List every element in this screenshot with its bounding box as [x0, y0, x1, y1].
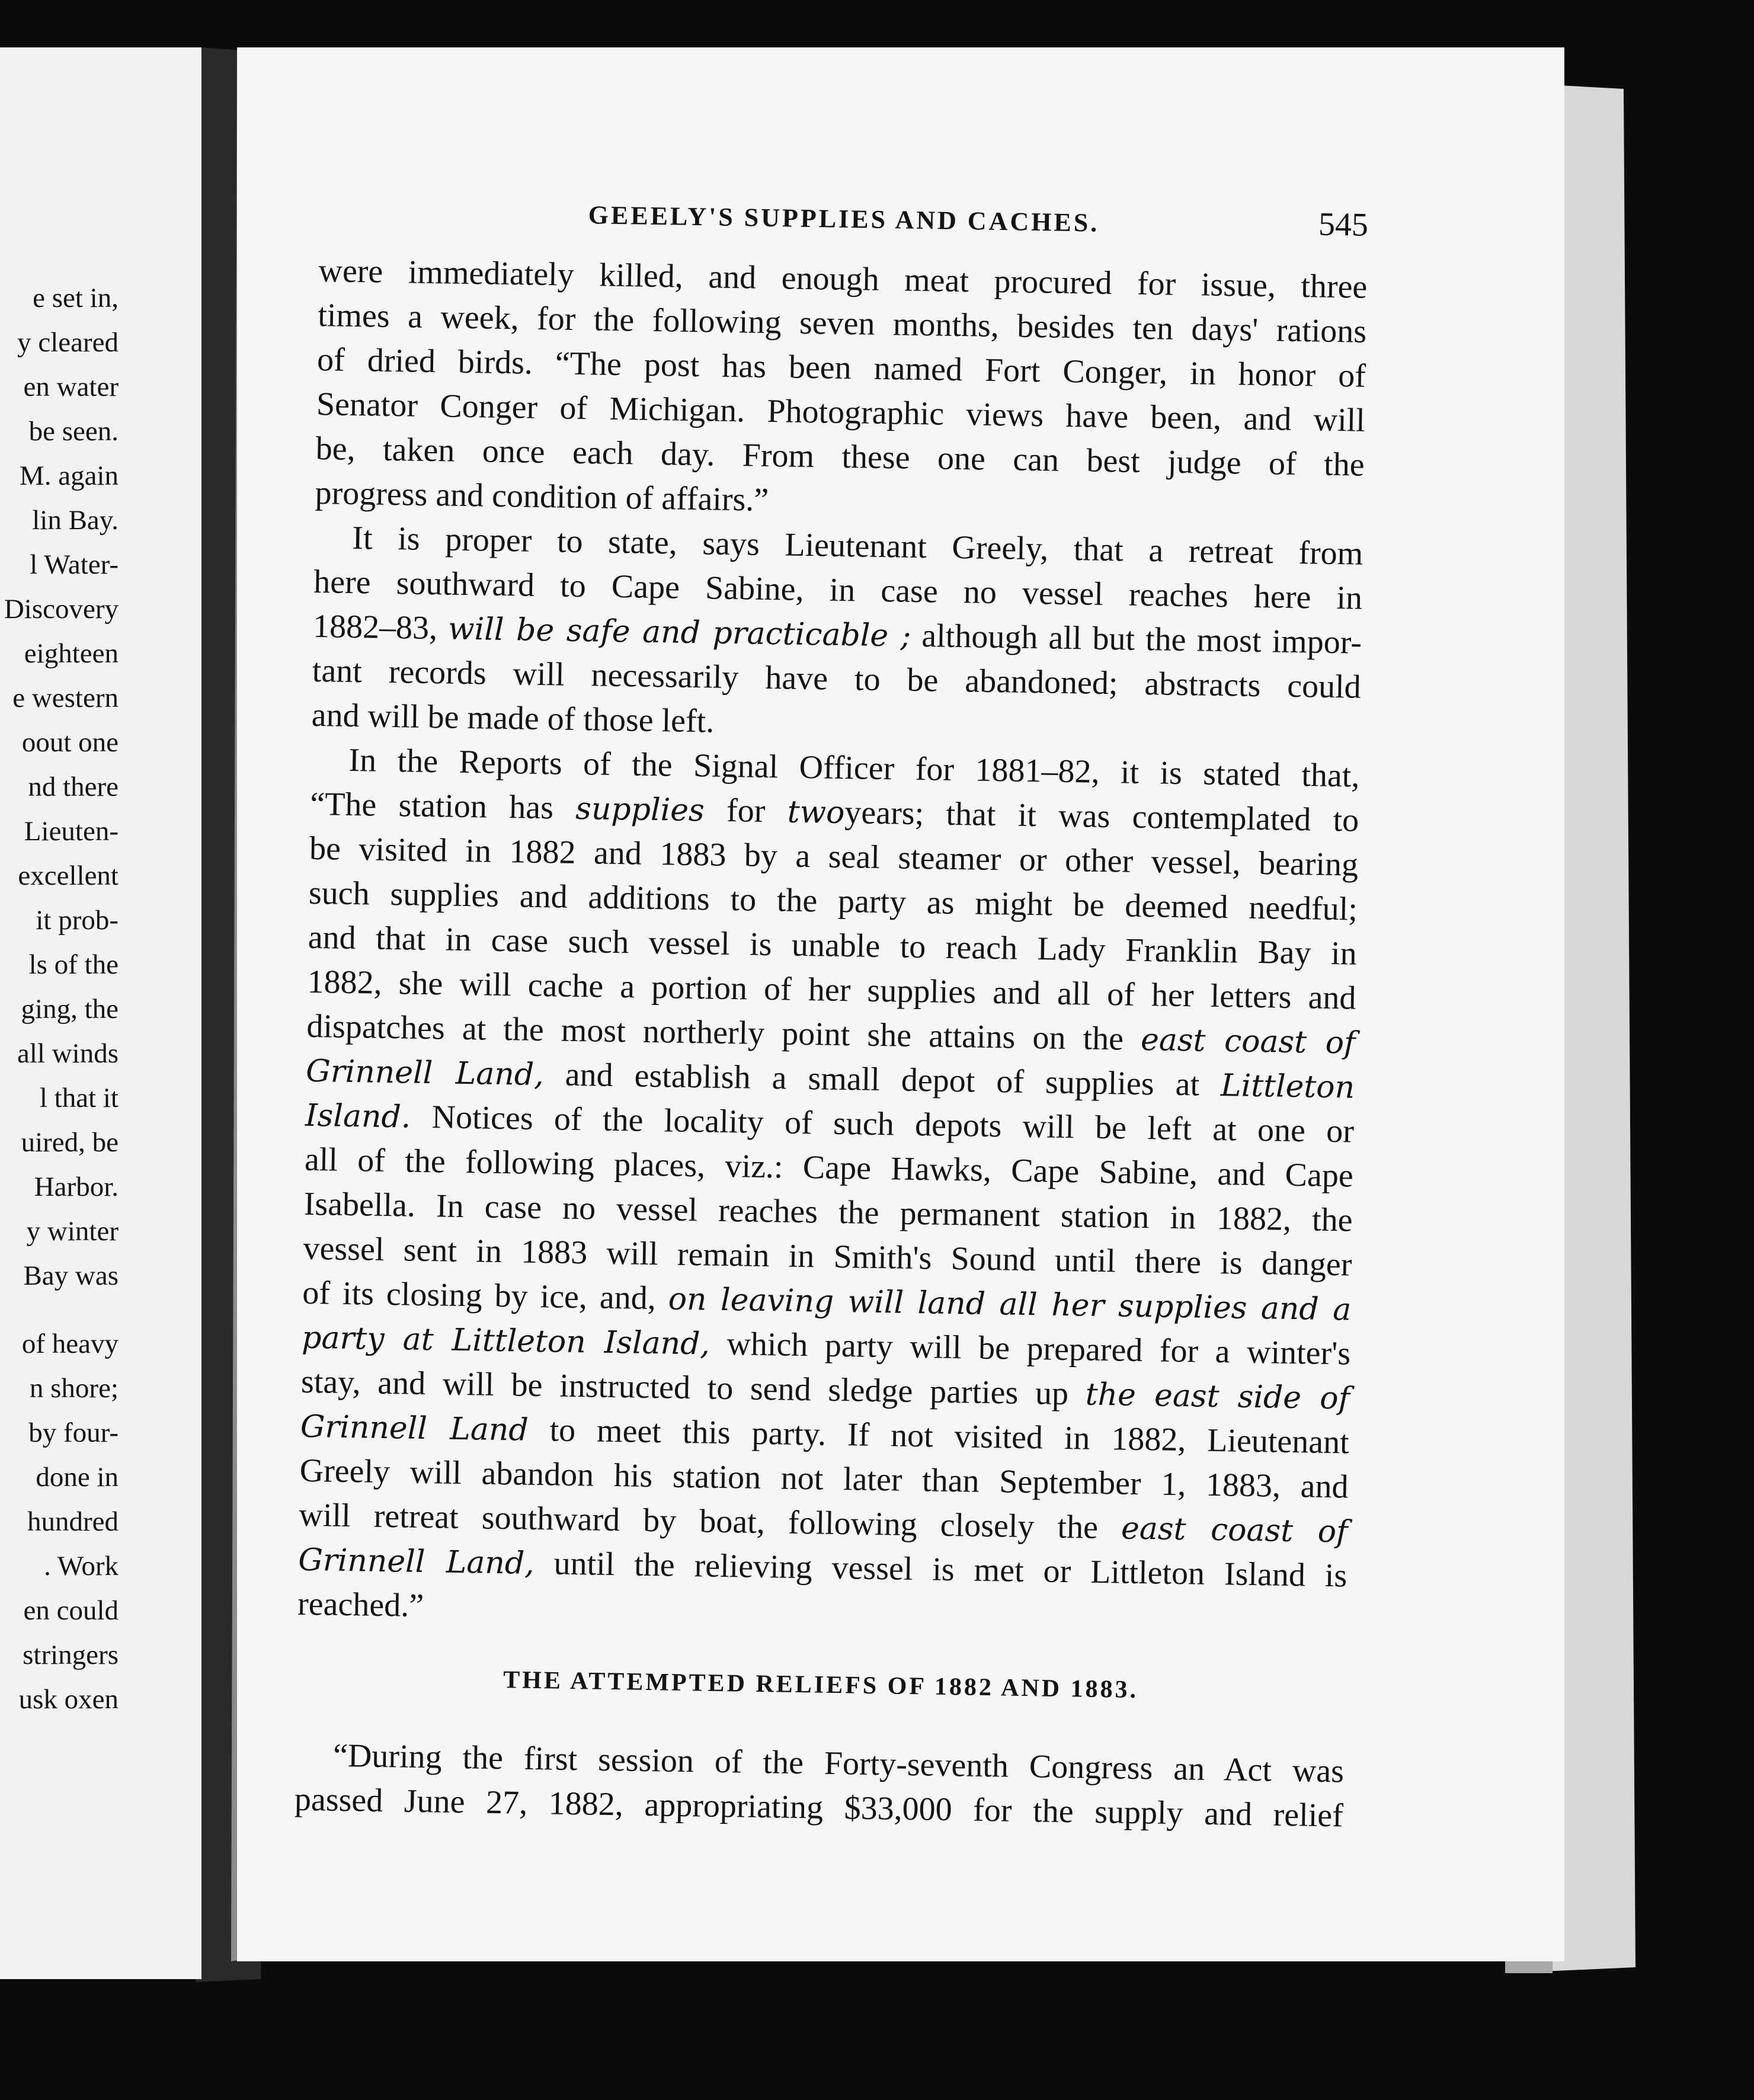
text-line: dispatches at the most northerly point she attains on the east coast of — [306, 1007, 1356, 1061]
facing-page-line: M. again — [19, 460, 119, 491]
facing-page-line: uired, be — [21, 1127, 119, 1158]
facing-page-line: Bay was — [23, 1260, 119, 1291]
text-line: here southward to Cape Sabine, in case no vessel reaches here in — [313, 563, 1363, 617]
facing-page-line: be seen. — [28, 416, 119, 447]
text-line: reached.” — [297, 1585, 424, 1625]
facing-page-line: n shore; — [29, 1373, 119, 1404]
text-line: 1882, she will cache a portion of her supplies and all of her letters and — [307, 963, 1356, 1017]
text-line: Grinnell Land, and establish a small depot of supplies at Littleton — [305, 1053, 1355, 1106]
facing-page-line: done in — [36, 1462, 119, 1493]
text-line: “During the first session of the Forty-seventh Congress an Act was — [332, 1737, 1345, 1790]
facing-page-line: excellent — [18, 860, 119, 891]
paragraph-continuation — [315, 249, 1368, 532]
facing-page-line: nd there — [28, 772, 119, 802]
text-line: tant records will necessarily have to be abandoned; abstracts could — [312, 652, 1362, 706]
facing-page-line: all winds — [17, 1038, 119, 1069]
text-line: Senator Conger of Michigan. Photographic views have been, and will — [316, 385, 1366, 439]
text-line: Isabella. In case no vessel reaches the permanent station in 1882, the — [303, 1185, 1353, 1239]
facing-page-line: usk oxen — [18, 1684, 119, 1715]
text-line: such supplies and additions to the party as might be deemed needful; — [308, 874, 1358, 928]
text-line: and that in case such vessel is unable to reach Lady Franklin Bay in — [308, 918, 1358, 972]
facing-page-line: e western — [12, 683, 119, 713]
facing-page-line: ging, the — [21, 994, 119, 1025]
page-number: 545 — [1318, 206, 1369, 244]
facing-page-line: oout one — [21, 727, 119, 758]
text-line: 1882–83, will be safe and practicable ; although all but the most impor- — [312, 607, 1362, 661]
text-line: will retreat southward by boat, following closely the east coast of — [299, 1496, 1348, 1550]
text-line: of dried birds. “The post has been named Fort Conger, in honor of — [316, 341, 1366, 395]
facing-page-line: stringers — [23, 1640, 119, 1670]
facing-page-line: hundred — [27, 1506, 119, 1537]
text-line: and will be made of those left. — [311, 696, 715, 740]
facing-page-line: it prob- — [36, 905, 119, 936]
facing-page-line: e set in, — [33, 283, 119, 313]
text-line: times a week, for the following seven months, besides ten days' rations — [317, 296, 1367, 350]
facing-page-line: l that it — [39, 1083, 119, 1113]
paragraph-congress-act — [294, 1733, 1344, 1839]
text-line: all of the following places, viz.: Cape Hawks, Cape Sabine, and Cape — [304, 1141, 1354, 1195]
facing-page-line: . Work — [44, 1551, 119, 1582]
text-line: be, taken once each day. From these one can best judge of the — [315, 430, 1365, 484]
facing-page-line: y cleared — [17, 327, 119, 358]
facing-page — [0, 47, 201, 1979]
facing-page-line: Harbor. — [34, 1171, 119, 1202]
facing-page-line: en could — [23, 1595, 119, 1626]
italic-phrase: will be safe and practicable ; — [447, 611, 911, 654]
text-line: were immediately killed, and enough meat procured for issue, three — [318, 252, 1368, 306]
text-line: progress and condition of affairs.” — [315, 474, 769, 518]
running-head-title: GEEELY'S SUPPLIES AND CACHES. — [588, 200, 1100, 238]
facing-page-line: by four- — [28, 1417, 119, 1448]
text-line: Grinnell Land, until the relieving vessel is met or Littleton Island is — [297, 1542, 1347, 1595]
section-heading: THE ATTEMPTED RELIEFS OF 1882 AND 1883. — [502, 1666, 1139, 1704]
paragraph-signal-officer — [297, 738, 1360, 1643]
text-line: It is proper to state, says Lieutenant Greely, that a retreat from — [351, 519, 1363, 572]
text-line: In the Reports of the Signal Officer for 1881–82, it is stated that, — [348, 741, 1360, 795]
facing-page-line: Discovery — [4, 594, 119, 625]
facing-page-line: lin Bay. — [32, 505, 119, 536]
text-line: Island. Notices of the locality of such depots will be left at one or — [305, 1097, 1355, 1150]
facing-page-line: eighteen — [24, 638, 119, 669]
text-line: of its closing by ice, and, on leaving will land all her supplies and a — [302, 1274, 1352, 1328]
facing-page-line: y winter — [26, 1216, 119, 1247]
facing-page-line: of heavy — [21, 1328, 119, 1359]
page-text-block — [294, 178, 1368, 1838]
text-line: vessel sent in 1883 will remain in Smith's Sound until there is danger — [303, 1230, 1352, 1283]
text-line: Grinnell Land to meet this party. If not visited in 1882, Lieutenant — [300, 1408, 1350, 1461]
text-line: Greely will abandon his station not later than September 1, 1883, and — [299, 1452, 1349, 1506]
text-line: stay, and will be instructed to send sledge parties up the east side of — [300, 1363, 1350, 1417]
text-line: “The station has supplies for twoyears; that it was contemplated to — [309, 785, 1359, 839]
text-line: be visited in 1882 and 1883 by a seal steamer or other vessel, bearing — [309, 830, 1359, 883]
facing-page-line: l Water- — [30, 549, 119, 580]
facing-page-line: en water — [23, 372, 119, 402]
paragraph-retreat — [311, 516, 1363, 754]
text-line: passed June 27, 1882, appropriating $33,000 for the supply and relief — [294, 1781, 1344, 1835]
facing-page-line: Lieuten- — [24, 816, 119, 847]
text-line: party at Littleton Island, which party will be prepared for a winter's — [301, 1320, 1351, 1372]
facing-page-line: ls of the — [28, 949, 119, 980]
